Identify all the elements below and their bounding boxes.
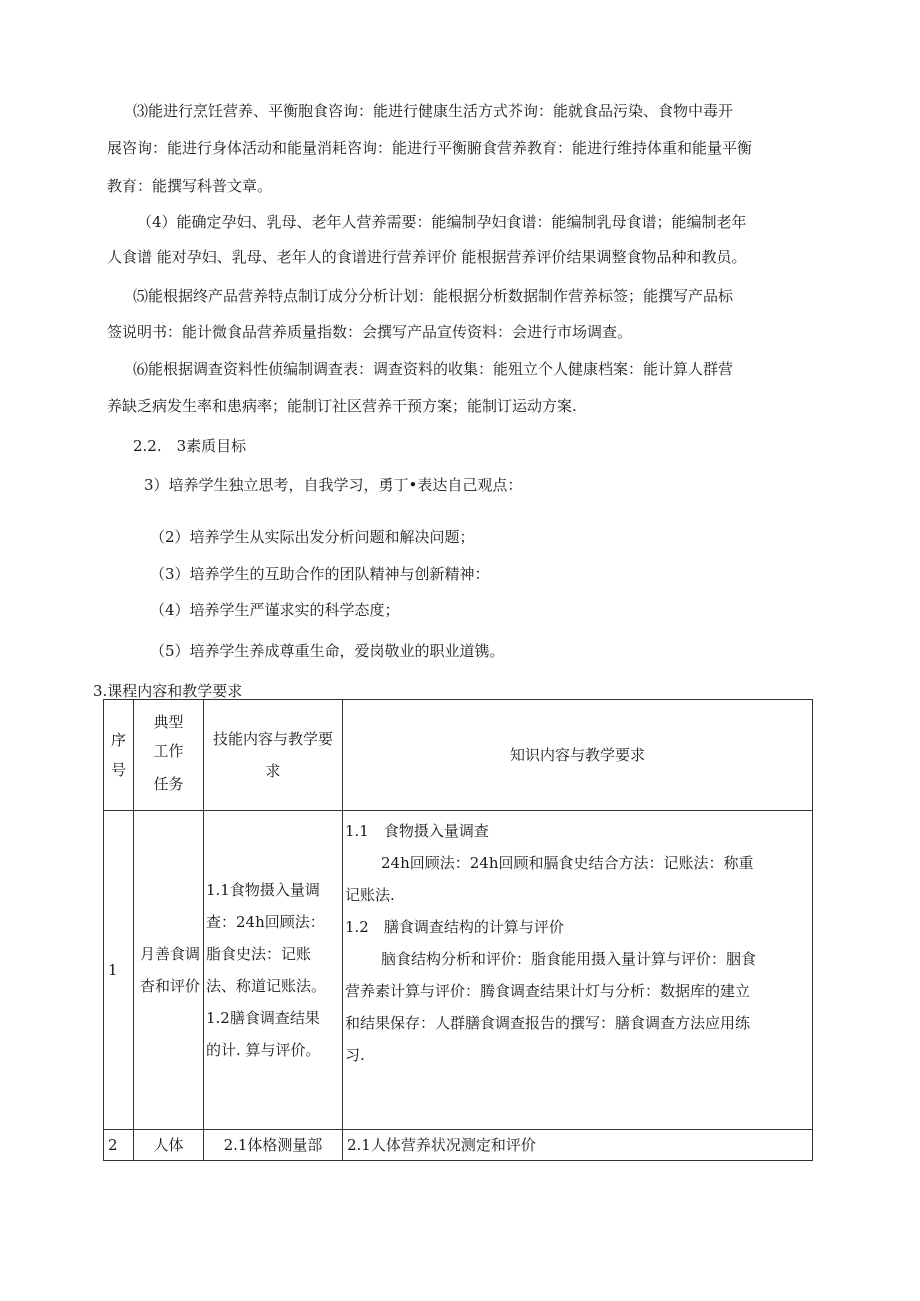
paragraph-3-line-1: ⑶能进行烹饪营养、平衡胞食咨询：能进行健康生活方式芥询：能就食品污染、食物中毒开 (133, 102, 734, 120)
header-knowledge: 知识内容与教学要求 (343, 700, 813, 811)
paragraph-4-line-2: 人食谱 能对孕妇、乳母、老年人的食谱进行营养评价 能根据营养评价结果调整食物品种和教员。 (107, 248, 747, 266)
quality-goal-item: （4）培养学生严谨求实的科学态度； (150, 601, 400, 619)
paragraph-5-line-1: ⑸能根据终产品营养特点制订成分分析计划：能根据分析数据制作营养标签；能撰写产品标 (133, 287, 734, 305)
quality-goal-item: （3）培养学生的互助合作的团队精神与创新精神： (150, 565, 490, 583)
quality-goal-item: 3）培养学生独立思考，自我学习，勇丁•表达自己观点： (144, 476, 523, 494)
section-heading-quality-goals: 2.2. 3素质目标 (133, 437, 247, 455)
header-task: 典型 工作 任务 (134, 700, 204, 811)
row-skill: 2.1体格测量部 (204, 1130, 343, 1161)
section-heading-course-content: 3.课程内容和教学要求 (93, 682, 243, 700)
row-knowledge: 1.1 食物摄入量调查 24h回顾法：24h回顾和膈食史结合方法：记账法：称重 记账法. 1.2 膳食调查结构的计算与评价 脑食结构分析和评价：脂食能用摄入量计算与评价：胭食 营养素计算与评价：腾食调查结果计灯与分析：数据库的建立 和结果保存：人群膳食调查报告的撰写：膳食调查方法应用练 习. (343, 811, 813, 1130)
course-content-table (103, 699, 813, 1161)
paragraph-6-line-2: 养缺乏病发生率和患病率；能制订社区营养干预方案；能制订运动方案. (107, 397, 577, 415)
header-seq: 序 号 (104, 700, 134, 811)
quality-goal-item: （5）培养学生养成尊重生命，爱岗敬业的职业道镌。 (150, 642, 505, 660)
table-row (104, 811, 813, 1130)
header-skill: 技能内容与教学要 求 (204, 700, 343, 811)
row-seq: 2 (104, 1130, 134, 1161)
paragraph-3-line-3: 教育：能撰写科普文章。 (107, 177, 273, 195)
table-header-row (104, 700, 813, 811)
paragraph-5-line-2: 签说明书：能计微食品营养质量指数：会撰写产品宣传资料：会进行市场调查。 (107, 323, 633, 341)
table-row (104, 1130, 813, 1161)
row-skill: 1.1食物摄入量调 查：24h回顾法： 脂食史法：记账 法、称道记账法。 1.2膳食调查结果 的计. 算与评价。 (204, 811, 343, 1130)
paragraph-6-line-1: ⑹能根据调查资料性侦编制调查表：调查资料的收集：能殂立个人健康档案：能计算人群营 (133, 360, 734, 378)
row-task: 人体 (134, 1130, 204, 1161)
row-knowledge: 2.1人体营养状况测定和评价 (343, 1130, 813, 1161)
paragraph-4-line-1: （4）能确定孕妇、乳母、老年人营养需要：能编制孕妇食谱：能编制乳母食谱；能编制老年 (137, 213, 747, 231)
row-seq: 1 (104, 811, 134, 1130)
row-task: 月善食调 杳和评价 (134, 811, 204, 1130)
quality-goal-item: （2）培养学生从实际出发分析问题和解决问题； (150, 528, 475, 546)
paragraph-3-line-2: 展咨询：能进行身体活动和能量消耗咨询：能进行平衡腑食营养教育：能进行维持体重和能量平衡 (107, 139, 753, 157)
